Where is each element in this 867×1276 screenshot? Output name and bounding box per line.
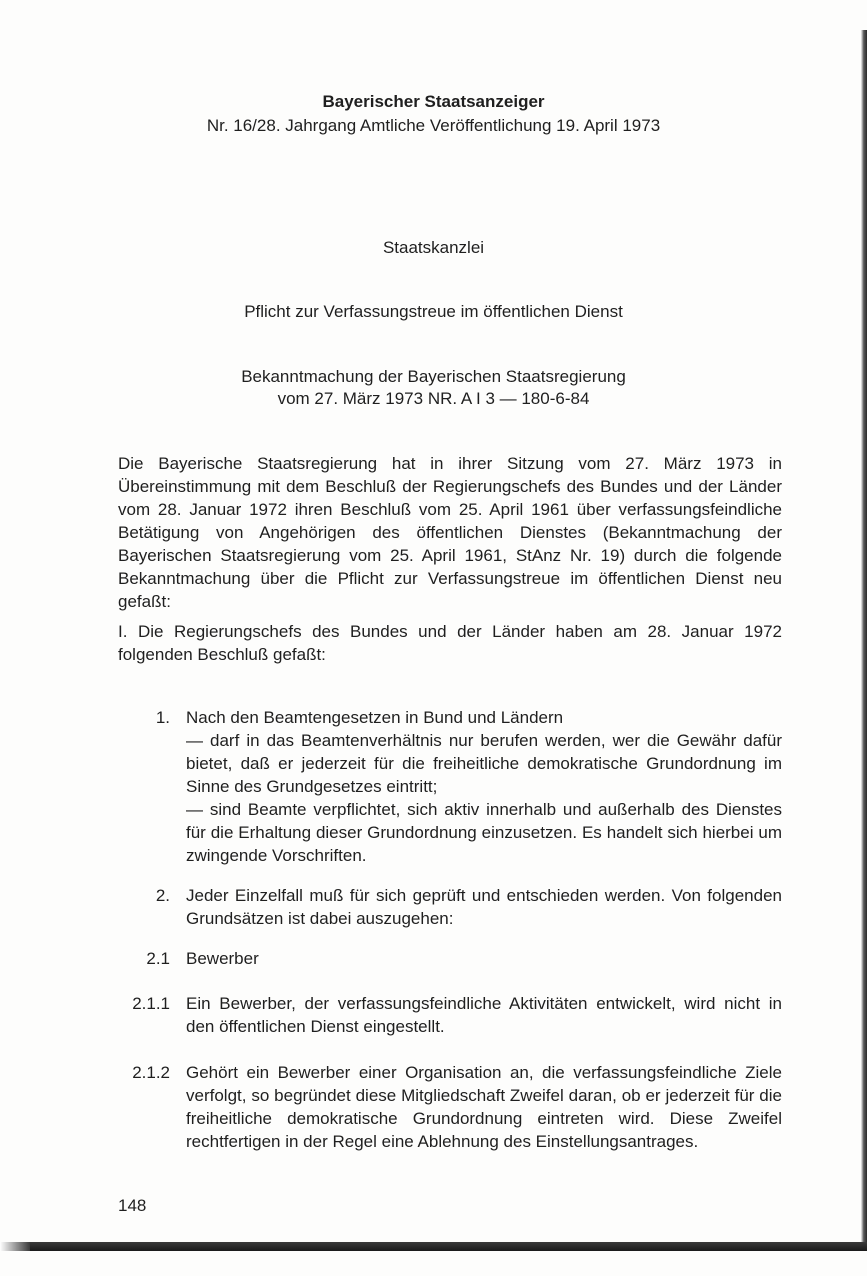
subtitle-line-1: Bekanntmachung der Bayerischen Staatsregierung	[241, 367, 626, 386]
bottom-edge-shadow	[30, 1242, 867, 1251]
item-body	[186, 1061, 782, 1153]
item-body	[186, 884, 782, 930]
document-subtitle	[0, 366, 867, 410]
intro-paragraph: Die Bayerische Staatsregierung hat in ihrer Sitzung vom 27. März 1973 in Übereinstimmung mit dem Beschluß der Regierungschefs des Bundes und der Länder vom 28. Januar 1972 ihren Beschluß vom 25. April 1961 über verfassungsfeindliche Betätigung von Angehörigen des öffentlichen Dienstes (Bekanntmachung der Bayerischen Staatsregierung vom 25. April 1961, StAnz Nr. 19) durch die folgende Bekanntmachung über die Pflicht zur Verfassungstreue im öffentlichen Dienst neu gefaßt:	[118, 454, 782, 611]
item-line: — darf in das Beamtenverhältnis nur berufen werden, wer die Gewähr dafür bietet, daß er jederzeit für die freiheitliche demokratische Grundordnung im Sinne des Grundgesetzes eintritt;	[186, 731, 782, 796]
publication-title: Bayerischer Staatsanzeiger	[322, 92, 545, 111]
subtitle-line-2: vom 27. März 1973 NR. A I 3 — 180-6-84	[277, 389, 590, 408]
item-number: 1.	[155, 708, 170, 727]
item-number: 2.1	[146, 949, 170, 968]
section-one-paragraph: I. Die Regierungschefs des Bundes und der Länder haben am 28. Januar 1972 folgenden Beschluß gefaßt:	[118, 622, 782, 664]
item-line: Nach den Beamtengesetzen in Bund und Ländern	[186, 708, 564, 727]
item-line: — sind Beamte verpflichtet, sich aktiv innerhalb und außerhalb des Dienstes für die Erhaltung dieser Grundordnung einzusetzen. Es handelt sich hierbei um zwingende Vorschriften.	[186, 800, 782, 865]
issue-line: Nr. 16/28. Jahrgang Amtliche Veröffentlichung 19. April 1973	[206, 116, 661, 135]
item-number: 2.1.1	[132, 994, 170, 1013]
document-title: Pflicht zur Verfassungstreue im öffentlichen Dienst	[244, 302, 623, 321]
bottom-edge-fade	[0, 1242, 30, 1251]
item-body	[186, 947, 782, 970]
item-number: 2.1.2	[132, 1063, 170, 1082]
item-body	[186, 706, 782, 867]
item-text: Ein Bewerber, der verfassungsfeindliche Aktivitäten entwickelt, wird nicht in den öffentlichen Dienst eingestellt.	[186, 994, 782, 1036]
item-text: Bewerber	[186, 949, 259, 968]
item-text: Jeder Einzelfall muß für sich geprüft und entschieden werden. Von folgenden Grundsätzen ist dabei auszugehen:	[186, 886, 782, 928]
page-edge-shadow	[861, 30, 867, 1246]
item-body	[186, 992, 782, 1038]
page-number: 148	[118, 1196, 147, 1215]
item-number: 2.	[155, 886, 170, 905]
item-text: Gehört ein Bewerber einer Organisation an, die verfassungsfeindliche Ziele verfolgt, so begründet diese Mitgliedschaft Zweifel daran, ob er jederzeit für die freiheitliche demokratische Grundordnung eintreten wird. Diese Zweifel rechtfertigen in der Regel eine Ablehnung des Einstellungsantrages.	[186, 1063, 782, 1151]
authority: Staatskanzlei	[382, 238, 485, 257]
